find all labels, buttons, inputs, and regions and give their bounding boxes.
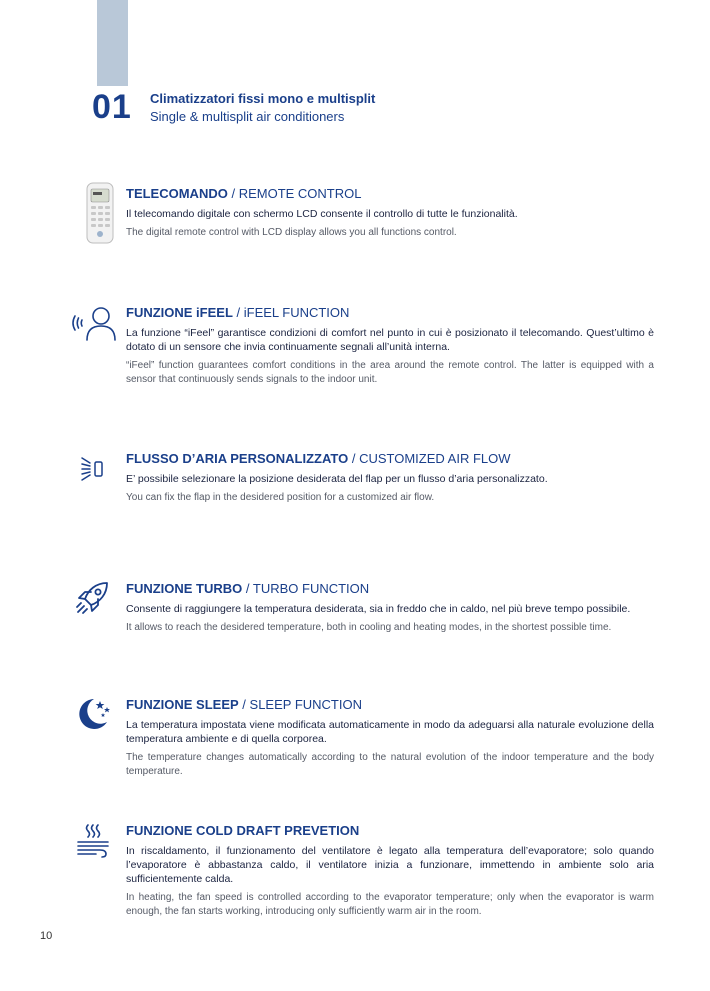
feature-text-it: La funzione “iFeel” garantisce condizioni di comfort nel punto in cui è posizionato il telecomando. Quest’ultimo è dotato di un sensore che invia continuamente segnali all’unità interna. <box>126 327 654 353</box>
feature-title-en: iFEEL FUNCTION <box>243 305 350 320</box>
remote-control-icon <box>86 182 114 244</box>
feature-title-it: FLUSSO D’ARIA PERSONALIZZATO <box>126 451 349 466</box>
feature-text-en: It allows to reach the desidered temperature, both in cooling and heating modes, in the shortest possible time. <box>126 622 612 633</box>
feature-ifeel <box>126 305 654 387</box>
feature-text-it: La temperatura impostata viene modificata automaticamente in modo da adeguarsi alla naturale evoluzione della temperatura ambiente e di quella corporea. <box>126 719 654 745</box>
feature-title <box>126 305 654 321</box>
feature-text-en: “iFeel” function guarantees comfort conditions in the area around the remote control. The latter is equipped with a sensor that continuously sends signals to the indoor unit. <box>126 360 654 385</box>
feature-text-it: In riscaldamento, il funzionamento del ventilatore è legato alla temperatura dell’evaporatore; solo quando l’evaporatore è abbastanza caldo, il ventilatore inizia a funzionare, immettendo in ambiente solo aria sufficientemente calda. <box>126 845 654 885</box>
warm-air-icon <box>76 822 110 858</box>
feature-title <box>126 581 654 597</box>
feature-title-it: TELECOMANDO <box>126 186 228 201</box>
feature-title <box>126 186 654 202</box>
feature-custom-air-flow <box>126 451 654 505</box>
feature-text-it: E’ possibile selezionare la posizione desiderata del flap per un flusso d’aria personalizzato. <box>126 473 548 485</box>
title-separator: / <box>232 305 244 320</box>
feature-title-en: SLEEP FUNCTION <box>249 697 362 712</box>
feature-title-en: CUSTOMIZED AIR FLOW <box>359 451 511 466</box>
feature-title-it: FUNZIONE iFEEL <box>126 305 233 320</box>
feature-sleep <box>126 697 654 779</box>
feature-title <box>126 697 654 713</box>
chapter-title: Climatizzatori fissi mono e multisplit <box>150 91 376 106</box>
feature-title-en: REMOTE CONTROL <box>238 186 362 201</box>
chapter-subtitle: Single & multisplit air conditioners <box>150 109 345 124</box>
feature-text-en: You can fix the flap in the desidered position for a customized air flow. <box>126 492 435 503</box>
title-separator: / <box>348 451 360 466</box>
feature-remote-control <box>126 186 654 240</box>
chapter-tab <box>97 0 128 86</box>
feature-text-en: The digital remote control with LCD display allows you all functions control. <box>126 227 457 238</box>
feature-text-en: The temperature changes automatically according to the natural evolution of the indoor temperature and the body temperature. <box>126 752 654 777</box>
title-separator: / <box>238 697 250 712</box>
chapter-number: 01 <box>92 88 132 126</box>
feature-text-it: Il telecomando digitale con schermo LCD consente il controllo di tutte le funzionalità. <box>126 208 518 220</box>
feature-text-en: In heating, the fan speed is controlled according to the evaporator temperature; only when the evaporator is warm enough, the fan starts working, introducing only sufficiently warm air in the room. <box>126 892 654 917</box>
feature-turbo <box>126 581 654 635</box>
feature-title-en: TURBO FUNCTION <box>252 581 370 596</box>
page-number: 10 <box>40 930 53 942</box>
feature-title <box>126 451 654 467</box>
rocket-icon <box>74 580 110 616</box>
title-separator: / <box>242 581 253 596</box>
moon-stars-icon <box>74 695 112 733</box>
feature-title-it: FUNZIONE COLD DRAFT PREVETION <box>126 823 360 838</box>
person-signal-icon <box>70 304 120 342</box>
air-flow-icon <box>80 454 106 484</box>
title-separator: / <box>227 186 239 201</box>
feature-title <box>126 823 654 839</box>
feature-cold-draft-prevention <box>126 823 654 919</box>
feature-title-it: FUNZIONE TURBO <box>126 581 243 596</box>
feature-text-it: Consente di raggiungere la temperatura desiderata, sia in freddo che in caldo, nel più breve tempo possibile. <box>126 603 631 615</box>
feature-title-it: FUNZIONE SLEEP <box>126 697 239 712</box>
